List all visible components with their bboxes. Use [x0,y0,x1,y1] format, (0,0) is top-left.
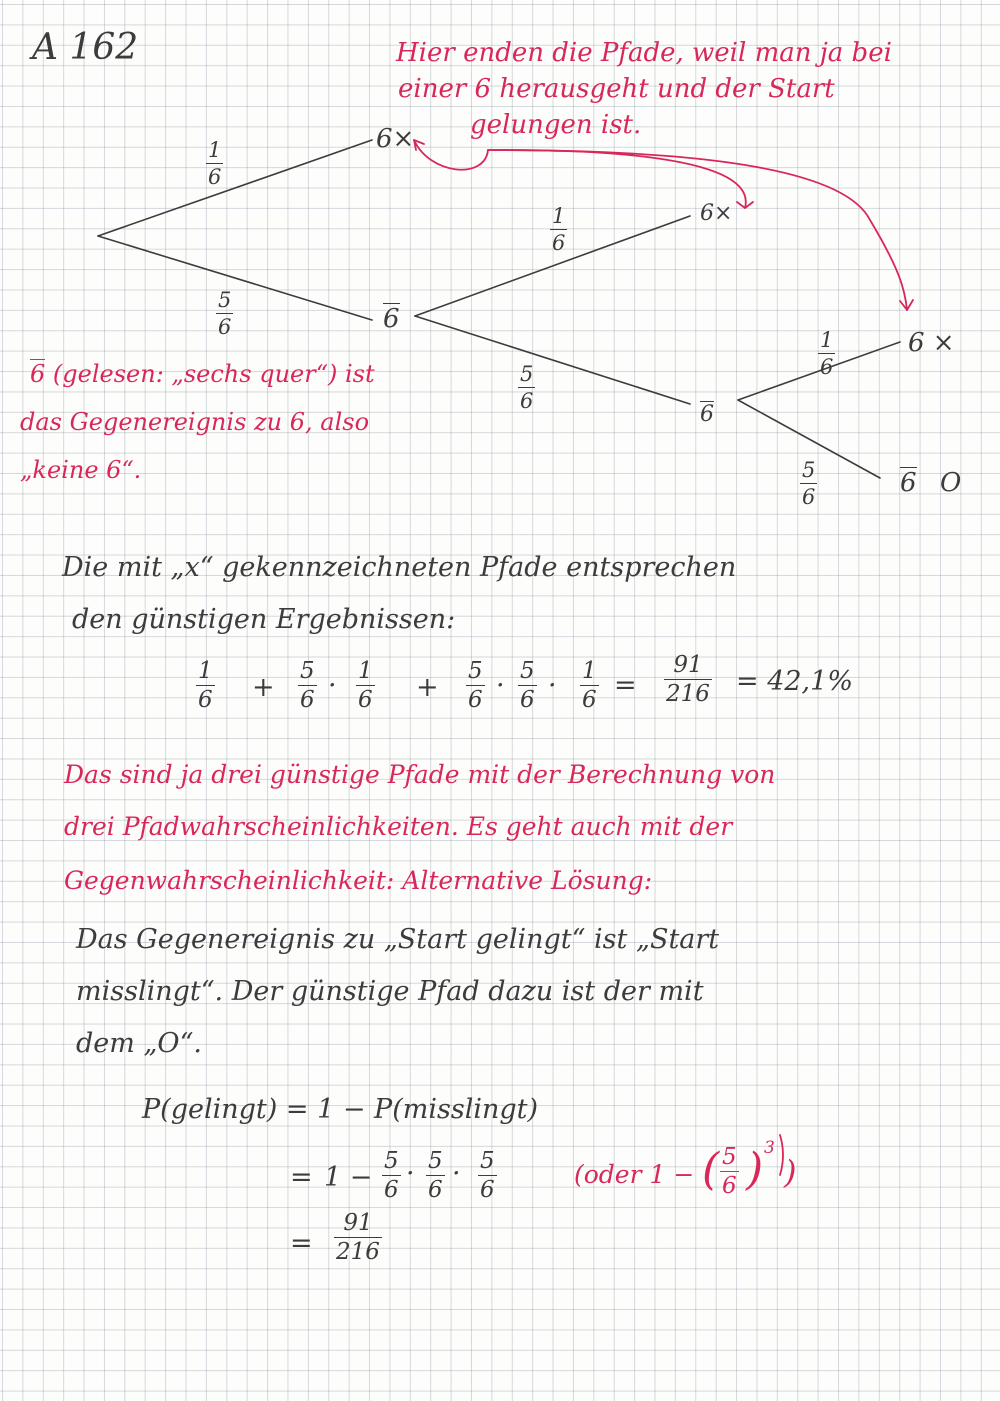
sum-result-fraction: $\frac{91}{216}$ [666,652,710,707]
explain-line-2: den günstigen Ergebnissen: [72,604,456,635]
node-six-x-1: 6× [376,124,415,154]
calc-alt-text: (oder 1 − [574,1160,695,1189]
note-middle-line-2: drei Pfadwahrscheinlichkeiten. Es geht auch mit der [64,812,733,841]
node-six-x-3: 6 × [908,328,955,358]
alt-line-2: misslingt“. Der günstige Pfad dazu ist der mit [76,976,704,1007]
red-arrow-to-first-six [414,140,488,170]
sum-term-2b: $\frac{1}{6}$ [358,658,373,713]
calc-line-2-eq: = [290,1162,313,1193]
calc-result-fraction: $\frac{91}{216}$ [336,1210,380,1265]
sum-term-3b: $\frac{5}{6}$ [520,658,535,713]
calc-alt-fraction: $\frac{5}{6}$ [722,1144,737,1199]
sum-dot-2: · [496,670,505,701]
calc-factor-2: $\frac{5}{6}$ [428,1148,443,1203]
sum-plus-2: + [416,672,439,703]
calc-factor-3: $\frac{5}{6}$ [480,1148,495,1203]
prob-root-not-six: $\frac{5}{6}$ [218,288,232,339]
page-heading: A 162 [32,27,139,68]
calc-dot-1: · [406,1158,415,1189]
node-not-six-3: 6 [900,468,917,498]
sum-dot-3: · [548,670,557,701]
alt-line-1: Das Gegenereignis zu „Start gelingt“ ist „Start [76,924,720,955]
note-top-line-2: einer 6 herausgeht und der Start [398,74,835,104]
sum-term-1: $\frac{1}{6}$ [198,658,213,713]
calc-alt-exponent: 3 [764,1138,775,1158]
sum-term-3a: $\frac{5}{6}$ [468,658,483,713]
calc-alt-close: ) [784,1153,797,1191]
sum-term-3c: $\frac{1}{6}$ [582,658,597,713]
note-top-line-1: Hier enden die Pfade, weil man ja bei [396,38,892,68]
red-bracket [780,1135,783,1175]
calc-factor-1: $\frac{5}{6}$ [384,1148,399,1203]
sum-dot-1: · [328,670,337,701]
sum-approx-percent: = 42,1% [736,666,853,697]
prob-level2-not-six: $\frac{5}{6}$ [520,362,534,413]
sum-plus-1: + [252,672,275,703]
branch-root-not-six [98,236,372,320]
note-left-line-1: 6 (gelesen: „sechs quer“) ist [30,360,375,388]
sum-equals: = [614,670,637,701]
calc-line-2-one-minus: 1 − [324,1162,373,1193]
note-left-line-2: das Gegenereignis zu 6, also [20,408,370,436]
calc-line-1: P(gelingt) = 1 − P(misslingt) [142,1094,539,1125]
red-arrow-to-second-six [488,150,746,208]
calc-dot-2: · [452,1158,461,1189]
calc-alt-paren-close: ) [746,1144,764,1195]
branch-root-six [98,140,372,236]
prob-level3-not-six: $\frac{5}{6}$ [802,458,816,509]
note-middle-line-1: Das sind ja drei günstige Pfade mit der Berechnung von [64,760,776,789]
alt-line-3: dem „O“. [76,1028,202,1059]
branch-level2-not-six [415,316,690,404]
prob-level2-six: $\frac{1}{6}$ [552,204,566,255]
calc-line-3-eq: = [290,1228,313,1259]
prob-level3-six: $\frac{1}{6}$ [820,328,834,379]
sum-term-2a: $\frac{5}{6}$ [300,658,315,713]
note-left-line-3: „keine 6“. [20,456,142,484]
node-six-x-2: 6× [700,201,733,226]
explain-line-1: Die mit „x“ gekennzeichneten Pfade entsprechen [62,552,737,583]
prob-root-six: $\frac{1}{6}$ [208,138,222,189]
node-not-six-1: 6 [383,304,400,334]
calc-alt-paren-open: ( [702,1144,720,1195]
mark-o: O [940,468,962,498]
note-middle-line-3: Gegenwahrscheinlichkeit: Alternative Lösung: [64,866,653,895]
note-top-line-3: gelungen ist. [470,110,642,140]
node-not-six-2: 6 [700,402,714,427]
